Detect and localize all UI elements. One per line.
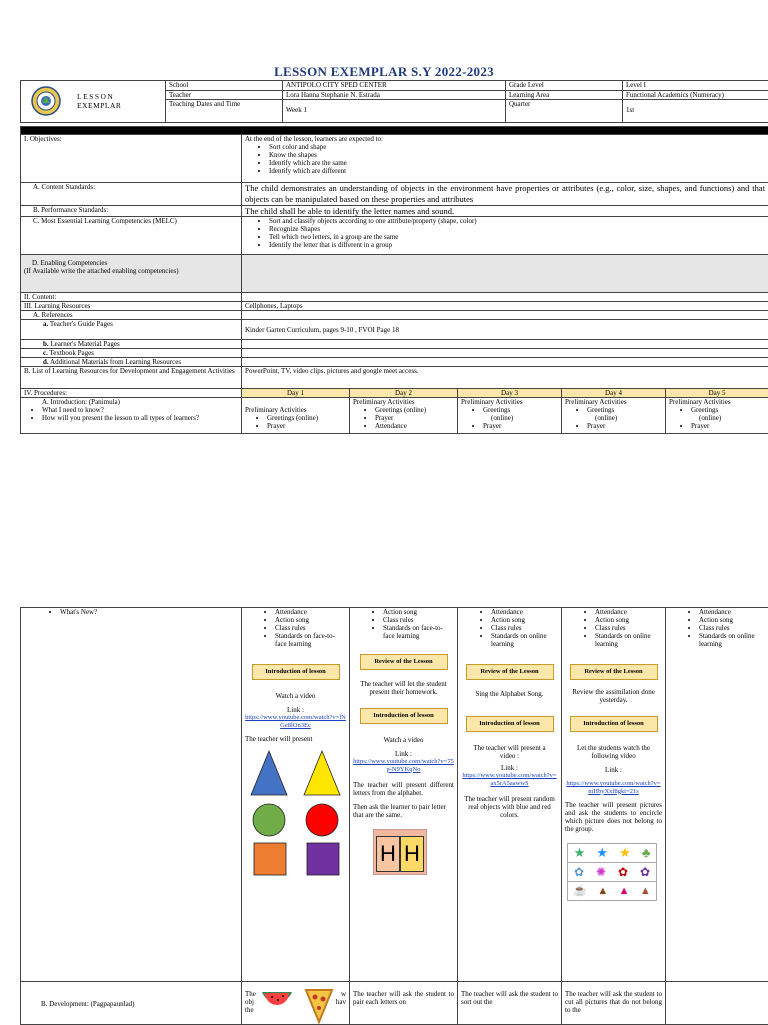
activity-item: • Prayer [691,422,765,430]
header-label: Learning Area [506,90,623,100]
black-divider [21,127,768,135]
watermelon-icon [260,986,294,1025]
prelim-label: Preliminary Activities [353,398,454,406]
day4-intro [562,398,666,434]
intro-label-cell [21,398,242,434]
activity-item: • Action song [595,616,662,624]
activity-item: • Class rules [699,624,765,632]
activity-item-cont: (online) [461,414,558,422]
watch-following-text: Let the students watch the following video [565,744,662,760]
link-label: Link : [245,706,346,714]
dev-text-fragment: hav [336,998,346,1006]
watch-video-text: Watch a video [245,692,346,700]
activity-item: • Standards on online learning [491,632,558,648]
activity-item: • Action song [383,608,454,616]
header-value: Lora Hanna Stephanie N. Estrada [283,90,506,100]
letter-cards [373,829,427,875]
header-block [20,80,768,123]
content-standards-label: A. Content Standards: [21,183,242,206]
star-icon: ★ [619,844,631,862]
activity-item: • Greetings (online) [267,414,346,422]
day2-whats-new [350,608,458,982]
dev-text-fragment: w [341,990,346,998]
day-header: Day 4 [562,389,666,398]
day4-whats-new [562,608,666,982]
day-header: Day 2 [350,389,458,398]
letter-h: H [404,841,420,866]
flower-icon: ✿ [640,863,650,881]
activity-item: • Prayer [267,422,346,430]
enabling-label-1: D. Enabling Competencies [24,259,238,267]
resources-label: III. Learning Resources [21,302,242,311]
enabling-value [242,255,768,293]
letter-card [400,836,424,872]
present-letters-text: The teacher will present different letters from the alphabet. [353,781,454,797]
activity-item: • Standards on online learning [595,632,662,648]
header-label: School [166,81,283,91]
day4-development: The teacher will ask the student to cut all pictures that do not belong to the [562,982,666,1025]
objective-item: • Sort color and shape [269,143,765,151]
lesson-table-page-2 [20,607,768,1025]
video-link[interactable]: https://www.youtube.com/watch?v=mHbyXxf8gkt=21s [565,780,662,795]
star-icon: ★ [574,844,586,862]
review-lesson-label: Review of the Lesson [360,654,448,670]
intro-lesson-label: Introduction of lesson [466,716,554,732]
content-value [242,293,768,302]
pair-letters-text: Then ask the learner to pair letter that are the same. [353,803,454,819]
header-value: Week 1 [283,100,506,123]
cupcake-icon: ▲ [640,882,651,900]
video-link[interactable]: https://www.youtube.com/watch?v=lNGe8lOn3Ec [245,714,346,729]
activity-item: • Class rules [595,624,662,632]
shapes-illustration [245,747,345,887]
objectives-label: I. Objectives: [21,135,242,183]
day3-intro [458,398,562,434]
whats-new-cell [21,608,242,982]
melc-item: • Recognize Shapes [269,225,765,233]
link-label: Link : [565,766,662,774]
orange-square-shape [254,843,286,875]
activity-item: • Class rules [383,616,454,624]
activity-item: • Greetings (online) [375,406,454,414]
activity-item: • Standards on face-to-face learning [275,632,346,648]
activity-item: • Prayer [375,414,454,422]
activity-item: • Action song [275,616,346,624]
prelim-label: Preliminary Activities [669,398,765,406]
tb-value [242,349,768,358]
development-label: B. Development: (Pagpapaunlad) [41,1000,135,1008]
pizza-icon [304,984,334,1024]
header-value: ANTIPOLO CITY SPED CENTER [283,81,506,91]
link-label: Link : [461,764,558,772]
badge-line-1: LESSON [77,93,162,102]
red-circle-shape [306,804,338,836]
activity-item: • Prayer [483,422,558,430]
intro-item: • What I need to know? [42,406,238,414]
blue-triangle-shape [251,751,287,795]
tg-value: Kinder Garten Curriculum, pages 9-10 , FVOI Page 18 [242,320,768,340]
list-resources-label: B. List of Learning Resources for Development and Engagement Activities [21,367,242,389]
lm-label-text: Learner's Material Pages [50,340,119,348]
intro-lesson-label: Introduction of lesson [570,716,658,732]
am-label-text: Additional Materials from Learning Resources [50,358,181,366]
present-video-text: The teacher will present a video : [461,744,558,760]
letter-card [376,836,400,872]
yellow-triangle-shape [304,751,340,795]
teacher-present-text: The teacher will present [245,735,346,743]
enabling-label [21,255,242,293]
am-value [242,358,768,367]
green-circle-shape [253,804,285,836]
day1-whats-new [242,608,350,982]
day-header: Day 5 [666,389,768,398]
tg-label: a. Teacher's Guide Pages [21,320,242,340]
tb-label: c. Textbook Pages [21,349,242,358]
objective-item: • Know the shapes [269,151,765,159]
badge [21,81,166,123]
header-label: Teaching Dates and Time [166,100,283,123]
day3-whats-new [458,608,562,982]
intro-lesson-label: Introduction of lesson [360,708,448,724]
tg-label-text: Teacher's Guide Pages [50,320,113,328]
objectives-cell [242,135,768,183]
objectives-intro: At the end of the lesson, learners are expected to: [245,135,765,143]
objective-item: • Identify which are different [269,167,765,175]
day1-development [242,982,350,1025]
header-value: 1st [623,100,768,123]
video-link[interactable]: https://www.youtube.com/watch?v=75p-N9YKqNo [353,758,454,773]
sing-song-text: Sing the Alphabet Song. [461,690,558,698]
prelim-label: Preliminary Activities [565,398,662,406]
activity-item: • Attendance [595,608,662,616]
letter-h: H [380,841,396,866]
dev-text-fragment: obj [245,998,254,1006]
activity-item: • Action song [699,616,765,624]
am-label: d. Additional Materials from Learning Resources [21,358,242,367]
day5-intro [666,398,768,434]
melc-label: C. Most Essential Learning Competencies (MELC) [21,217,242,255]
activity-item-cont: (online) [669,414,765,422]
activity-item: • Attendance [275,608,346,616]
review-lesson-label: Review of the Lesson [466,664,554,680]
flower-icon: ✺ [596,863,606,881]
list-resources-value: PowerPoint, TV, video clips, pictures and google meet access. [242,367,768,389]
activity-item: • Class rules [491,624,558,632]
header-label: Teacher [166,90,283,100]
watch-video-text: Watch a video [353,736,454,744]
prelim-label: Preliminary Activities [245,406,346,414]
melc-cell [242,217,768,255]
performance-standards-text: The child shall be able to identify the letter names and sound. [242,206,768,217]
dev-text-fragment: The [245,990,256,998]
tb-label-text: Textbook Pages [49,349,93,357]
melc-item: • Tell which two letters, in a group are the same [269,233,765,241]
content-standards-text: The child demonstrates an understanding of objects in the environment have properties or attributes (e.g., color, size, shapes, and functions) and that objects can be manipulated based on these properties and attributes [242,183,768,206]
lm-value [242,340,768,349]
day-header: Day 3 [458,389,562,398]
intro-item: • How will you present the lesson to all types of learners? [42,414,238,422]
badge-line-2: EXEMPLAR [77,102,162,111]
performance-standards-label: B. Performance Standards: [21,206,242,217]
random-objects-text: The teacher will present random real objects with blue and red colors. [461,795,558,819]
dev-text-fragment: the [245,1006,346,1014]
development-label-cell [21,982,242,1025]
header-label: Grade Level [506,81,623,91]
activity-item-cont: (online) [565,414,662,422]
star-icon: ★ [596,844,608,862]
flower-icon: ✿ [618,863,628,881]
activity-item: • Class rules [275,624,346,632]
lesson-table [20,126,768,434]
activity-item: • Attendance [375,422,454,430]
cup-icon: ☕ [573,882,587,900]
activity-item: • Standards on face-to-face learning [383,624,454,640]
day5-development [666,982,768,1025]
prelim-label: Preliminary Activities [461,398,558,406]
header-label: Quarter [506,100,623,123]
activity-item: • Greetings [587,406,662,414]
references-value [242,311,768,320]
page-title: LESSON EXEMPLAR S.Y 2022-2023 [0,64,768,80]
enabling-label-2: (If Available write the attached enabling competencies) [24,267,238,275]
link-label: Link : [353,750,454,758]
activity-item: • Attendance [699,608,765,616]
day1-intro [242,398,350,434]
review-lesson-label: Review of the Lesson [570,664,658,680]
melc-item: • Sort and classify objects according to one attribute/property (shape, color) [269,217,765,225]
day2-development: The teacher will ask the student to pair each letters on [350,982,458,1025]
resources-value: Cellphones, Laptops [242,302,768,311]
objective-item: • Identify which are the same [269,159,765,167]
present-pictures-text: The teacher will present pictures and ask the students to encircle which picture does not belong to the group. [565,801,662,833]
tree-icon: ♣ [642,844,651,862]
header-value: Level I [623,81,768,91]
review-text: The teacher will let the student present their homework. [353,680,454,696]
content-label: II. Content: [21,293,242,302]
intro-label: A. Introduction: (Panimula) [24,398,238,406]
activity-item: • Greetings [483,406,558,414]
activity-item: • Greetings [691,406,765,414]
header-value: Functional Academics (Numeracy) [623,90,768,100]
day2-intro [350,398,458,434]
video-link[interactable]: https://www.youtube.com/watch?v=ax5rA5aawwS [461,772,558,787]
activity-item: • Standards on online learning [699,632,765,648]
odd-one-out-grid [567,843,657,901]
whats-new-label: • What's New? [60,608,238,616]
day5-whats-new [666,608,768,982]
review-assimilation-text: Review the assimilation done yesterday. [565,688,662,704]
intro-lesson-label: Introduction of lesson [252,664,340,680]
lm-label: b. Learner's Material Pages [21,340,242,349]
activity-item: • Prayer [587,422,662,430]
activity-item: • Action song [491,616,558,624]
day-header: Day 1 [242,389,350,398]
cupcake-icon: ▲ [619,882,630,900]
melc-item: • Identify the letter that is different in a group [269,241,765,249]
activity-item: • Attendance [491,608,558,616]
day3-development: The teacher will ask the student to sort out the [458,982,562,1025]
flower-icon: ✿ [574,863,584,881]
procedures-label: IV. Procedures: [21,389,242,398]
references-label: A. References [21,311,242,320]
purple-square-shape [307,843,339,875]
cupcake-icon: ▲ [597,882,608,900]
